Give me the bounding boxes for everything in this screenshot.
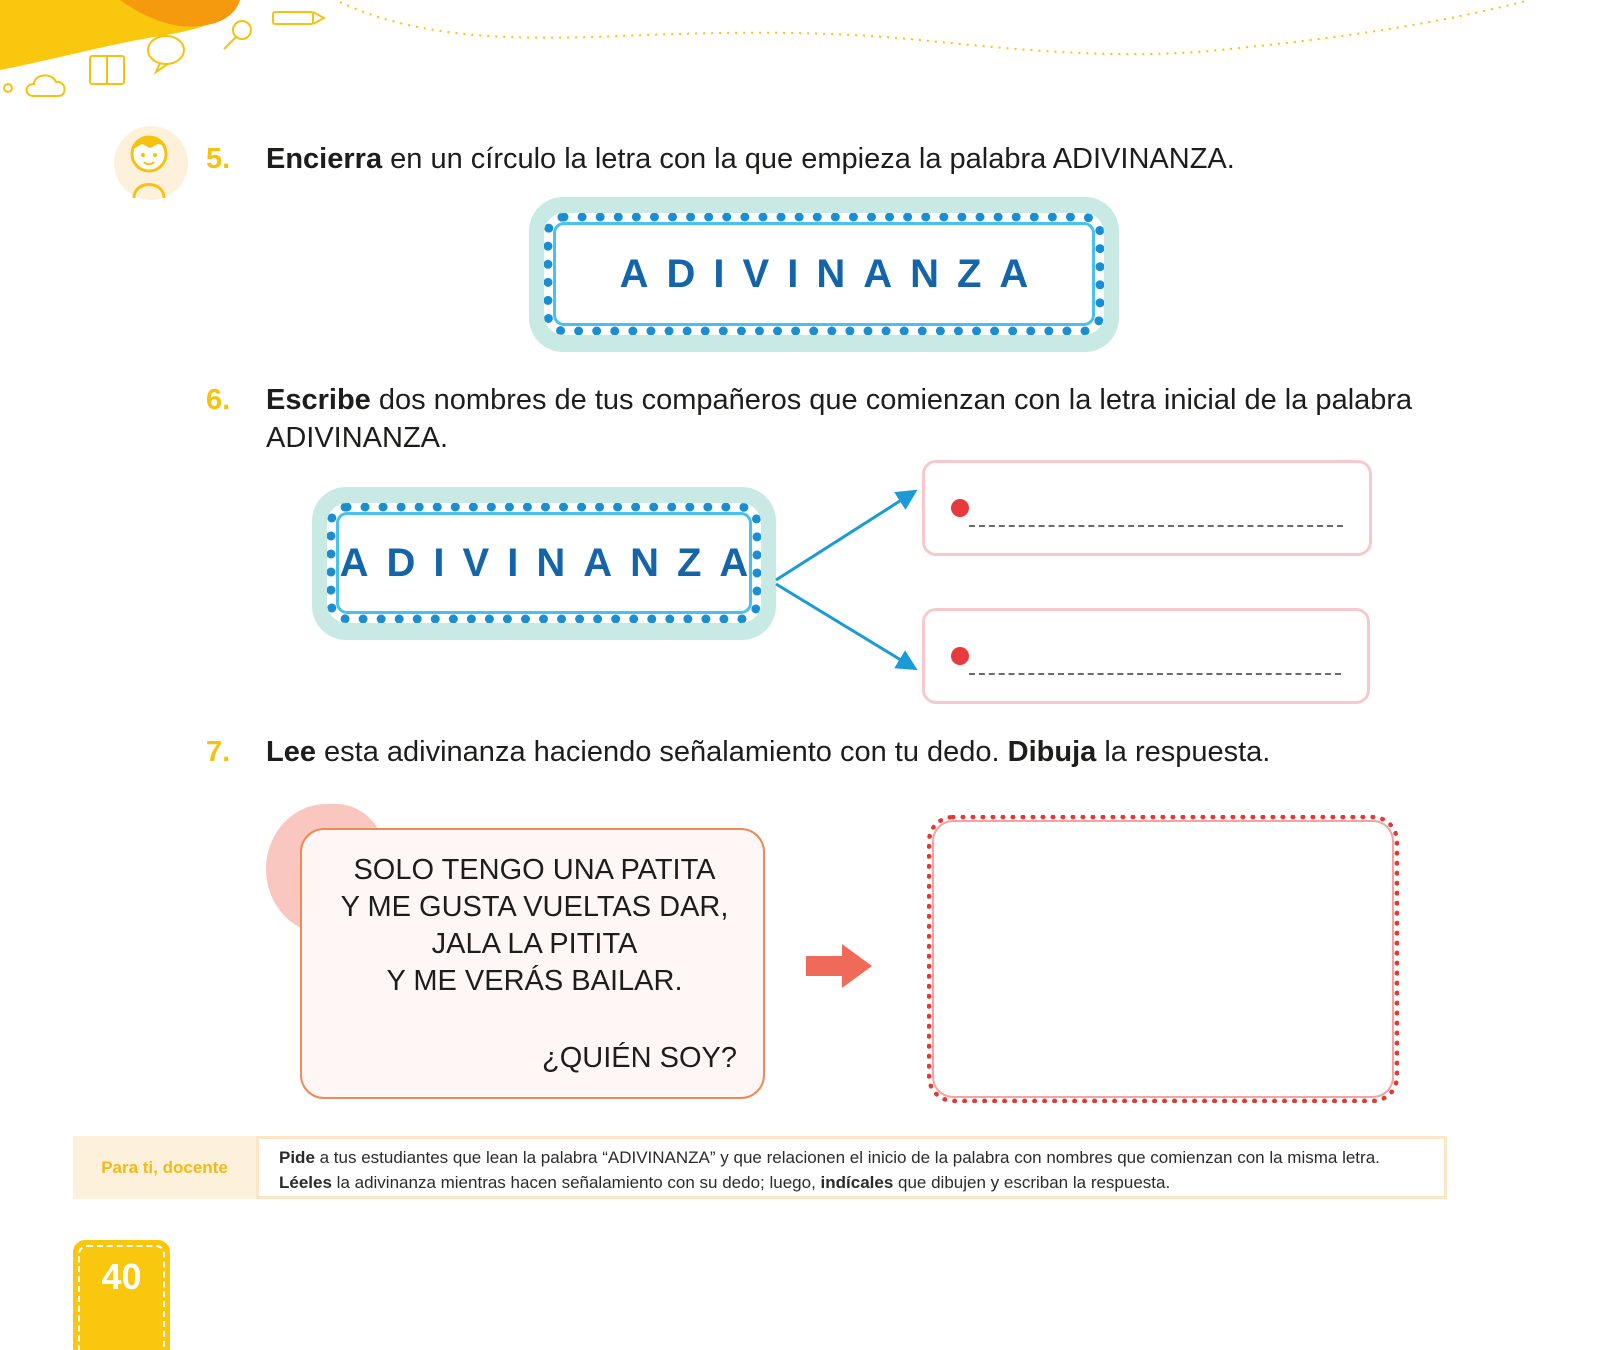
question-body: en un círculo la letra con la que empieza la palabra ADIVINANZA. (382, 143, 1235, 175)
answer-box-1[interactable] (922, 460, 1372, 556)
page-number-tab (73, 1240, 170, 1350)
note-verb: indícales (820, 1173, 894, 1192)
note-text: la adivinanza mientras hacen señalamiento con su dedo; luego, (331, 1173, 821, 1192)
question-text (266, 381, 1496, 457)
question-number: 7. (206, 736, 231, 768)
note-text: que dibujen y escriban la respuesta. (893, 1173, 1171, 1192)
question-verb: Lee (266, 736, 316, 768)
word-frame (529, 197, 1119, 352)
word-box (327, 503, 767, 623)
speech-bubble-icon (148, 36, 184, 72)
question-body: la respuesta. (1096, 736, 1271, 768)
question-number: 5. (206, 143, 231, 175)
question-verb: Dibuja (1007, 736, 1097, 768)
question-number: 6. (206, 384, 231, 416)
teacher-note (256, 1136, 1447, 1199)
word-box[interactable] (544, 213, 1104, 335)
riddle-line: JALA LA PITITA (431, 928, 638, 960)
arrow-up (776, 492, 914, 580)
question-text (266, 733, 1496, 771)
question-verb: Encierra (266, 143, 383, 175)
question-body: esta adivinanza haciendo señalamiento con tu dedo. (315, 736, 1008, 768)
header-decoration (0, 0, 1600, 120)
bullet-icon (951, 647, 969, 665)
word-frame (312, 487, 776, 640)
note-text: a tus estudiantes que lean la palabra “ADIVINANZA” y que relacionen el inicio de la palabra con nombres que comienzan con la misma letra. (314, 1148, 1380, 1167)
page-number: 40 (101, 1256, 142, 1297)
arrow-down (776, 584, 914, 668)
riddle-line: Y ME VERÁS BAILAR. (386, 965, 683, 997)
riddle-line: Y ME GUSTA VUELTAS DAR, (340, 891, 729, 923)
riddle-line: SOLO TENGO UNA PATITA (353, 854, 716, 886)
question-text (266, 140, 1496, 178)
answer-line[interactable] (969, 525, 1343, 527)
note-verb: Léeles (279, 1173, 332, 1192)
question-verb: Escribe (266, 384, 371, 416)
drawing-area[interactable] (927, 815, 1399, 1103)
book-icon (90, 56, 124, 84)
teacher-note-label: Para ti, docente (101, 1157, 228, 1177)
magnifier-icon (224, 21, 251, 49)
note-verb: Pide (279, 1148, 315, 1167)
answer-line[interactable] (969, 673, 1341, 675)
word-text: ADIVINANZA (339, 540, 767, 585)
bullet-icon (951, 499, 969, 517)
cloud-icon (4, 75, 65, 96)
word-text[interactable]: ADIVINANZA (619, 251, 1047, 296)
branch-arrows (770, 480, 930, 680)
right-arrow-icon (806, 944, 874, 988)
question-body: dos nombres de tus compañeros que comienzan con la letra inicial de la palabra ADIVINANZA. (266, 384, 1413, 454)
answer-box-2[interactable] (922, 608, 1370, 704)
student-avatar-icon (112, 124, 190, 202)
riddle-card (300, 828, 765, 1099)
riddle-question: ¿QUIÉN SOY? (542, 1042, 737, 1074)
pencil-icon (273, 12, 324, 24)
